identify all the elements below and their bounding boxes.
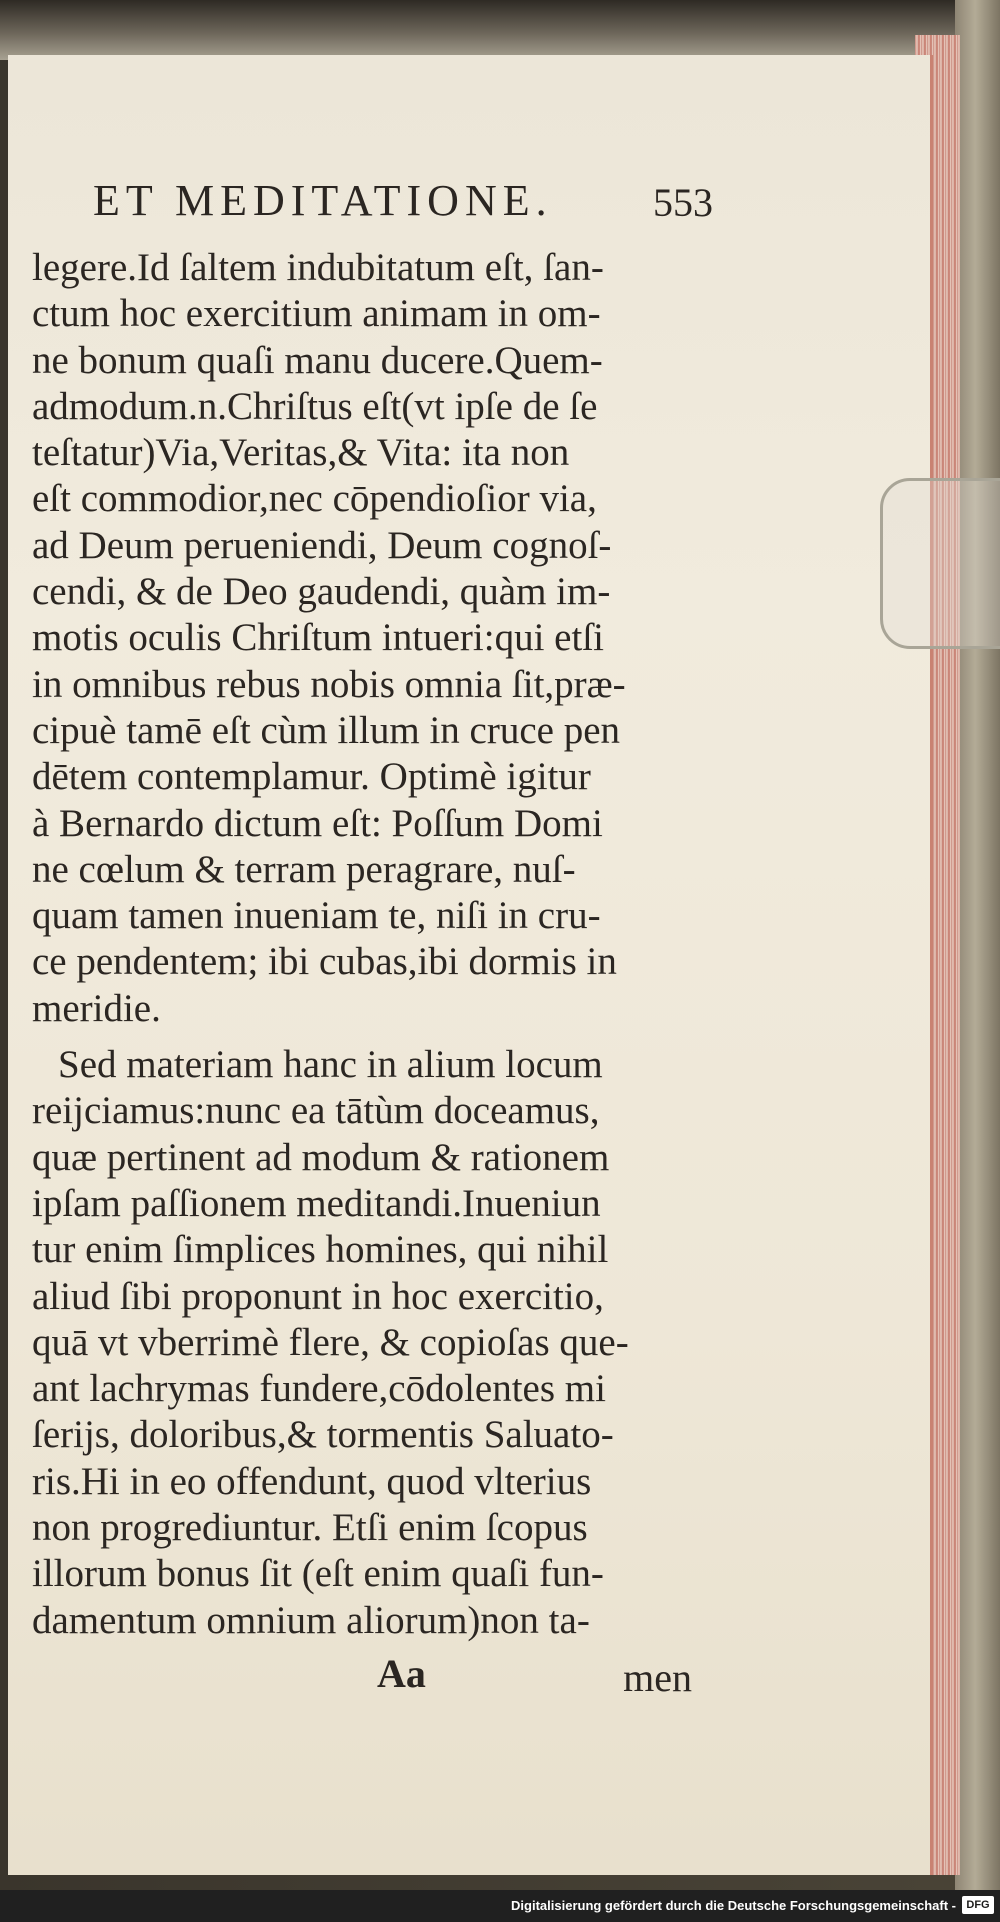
- text-line: illorum bonus ſit (eſt enim quaſi fun-: [32, 1552, 604, 1596]
- dfg-logo: DFG: [962, 1896, 994, 1914]
- text-line: ne bonum quaſi manu ducere.Quem-: [32, 338, 603, 382]
- text-line: admodum.n.Chriſtus eſt(vt ipſe de ſe: [32, 384, 598, 428]
- text-line: dētem contemplamur. Optimè igitur: [32, 755, 591, 799]
- funding-credit: Digitalisierung gefördert durch die Deutsche Forschungsgemeinschaft -: [511, 1898, 956, 1913]
- paragraph-gap: [32, 1032, 722, 1042]
- text-line: tur enim ſimplices homines, qui nihil: [32, 1228, 609, 1272]
- text-line: cipuè tamē eſt cùm illum in cruce pen: [32, 708, 621, 752]
- text-line: cendi, & de Deo gaudendi, quàm im-: [32, 570, 611, 614]
- page-footer: [32, 1650, 692, 1700]
- text-line: legere.Id ſaltem indubitatum eſt, ſan-: [32, 246, 604, 289]
- credit-bar: [0, 1890, 1000, 1922]
- text-line: quā vt vberrimè flere, & copioſas que-: [32, 1320, 629, 1364]
- text-line: à Bernardo dictum eſt: Poſſum Domi: [32, 801, 603, 845]
- book-binding: [955, 0, 1000, 1890]
- page-header: [93, 175, 713, 245]
- text-line: ris.Hi in eo offendunt, quod vlterius: [32, 1459, 592, 1503]
- text-line: ne cœlum & terram peragrare, nuſ-: [32, 847, 576, 891]
- text-line: quæ pertinent ad modum & rationem: [32, 1135, 610, 1179]
- text-line: ctum hoc exercitium animam in om-: [32, 292, 601, 336]
- text-line: eſt commodior,nec cōpendioſior via,: [32, 477, 597, 521]
- text-line: meridie.: [32, 986, 161, 1030]
- book-cover-top: [0, 0, 1000, 60]
- text-line: teſtatur)Via,Veritas,& Vita: ita non: [32, 431, 570, 475]
- signature-mark: Aa: [377, 1651, 426, 1696]
- text-line: non progrediuntur. Etſi enim ſcopus: [32, 1506, 588, 1550]
- text-line: Sed materiam hanc in alium locum: [58, 1043, 603, 1087]
- book-clasp: [880, 478, 1000, 649]
- text-line: aliud ſibi proponunt in hoc exercitio,: [32, 1274, 604, 1318]
- text-line: ſerijs, doloribus,& tormentis Saluato-: [32, 1413, 614, 1457]
- text-line: quam tamen inueniam te, niſi in cru-: [32, 894, 601, 938]
- text-line: in omnibus rebus nobis omnia ſit,præ-: [32, 662, 626, 706]
- body-text: [32, 245, 722, 1644]
- page-number: 553: [653, 180, 713, 225]
- text-line: motis oculis Chriſtum intueri:qui etſi: [32, 616, 604, 660]
- text-line: reijciamus:nunc ea tātùm doceamus,: [32, 1089, 600, 1133]
- text-line: ad Deum perueniendi, Deum cognoſ-: [32, 523, 612, 567]
- text-line: ce pendentem; ibi cubas,ibi dormis in: [32, 940, 617, 984]
- text-line: ant lachrymas fundere,cōdolentes mi: [32, 1367, 606, 1411]
- text-line: ipſam paſſionem meditandi.Inueniun: [32, 1181, 601, 1225]
- text-line: damentum omnium aliorum)non ta-: [32, 1598, 590, 1642]
- running-title: ET MEDITATIONE.: [93, 176, 553, 225]
- book-page: [8, 55, 933, 1875]
- catchword: men: [623, 1655, 692, 1700]
